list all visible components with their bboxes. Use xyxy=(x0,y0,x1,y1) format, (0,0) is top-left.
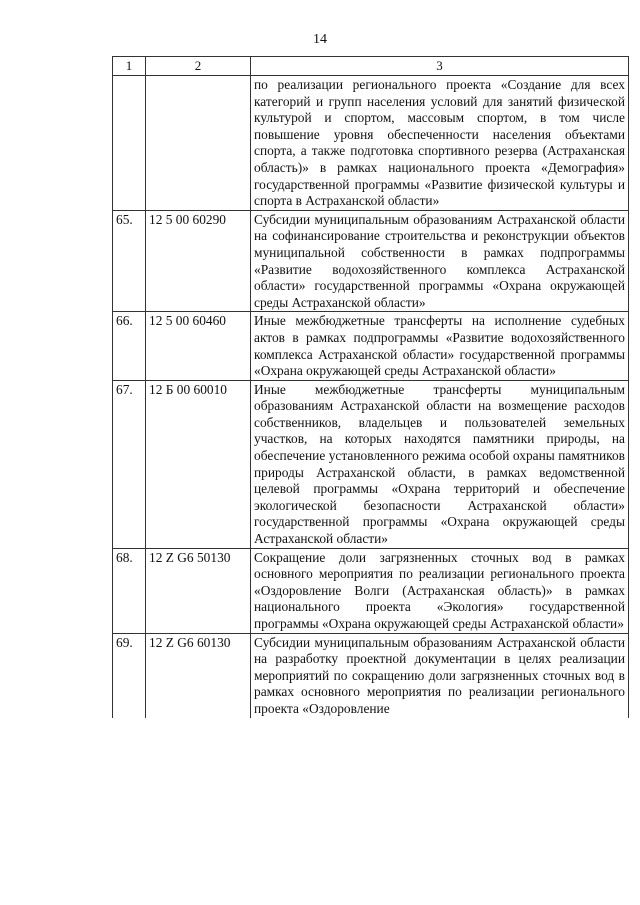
table-row xyxy=(113,76,629,211)
row-number: 69. xyxy=(113,633,146,717)
budget-table xyxy=(112,56,629,718)
row-code: 12 5 00 60290 xyxy=(146,210,251,312)
row-number: 65. xyxy=(113,210,146,312)
row-description: Сокращение доли загрязненных сточных вод в рамках основного мероприятия по реализации регионального проекта «Оздоровление Волги (Астраханская область)» в рамках национального проекта «Экология» государственной программы «Охрана окружающей среды Астраханской области» xyxy=(251,548,629,633)
table-row xyxy=(113,380,629,548)
table-row xyxy=(113,312,629,380)
table-header-row xyxy=(113,57,629,76)
column-header-3: 3 xyxy=(251,57,629,76)
table-row xyxy=(113,548,629,633)
row-number xyxy=(113,76,146,211)
row-code: 12 5 00 60460 xyxy=(146,312,251,380)
row-description: Субсидии муниципальным образованиям Астраханской области на разработку проектной документации в целях реализации мероприятий по сокращению доли загрязненных сточных вод в рамках основного мероприятия по реализации регионального проекта «Оздоровление xyxy=(251,633,629,717)
table-row xyxy=(113,633,629,717)
row-code: 12 Б 00 60010 xyxy=(146,380,251,548)
row-code: 12 Z G6 60130 xyxy=(146,633,251,717)
column-header-1: 1 xyxy=(113,57,146,76)
column-header-2: 2 xyxy=(146,57,251,76)
row-description: Иные межбюджетные трансферты муниципальным образованиям Астраханской области на возмещение расходов собственников, владельцев и пользователей земельных участков, на которых находятся памятники природы, на обеспечение установленного режима особой охраны памятников природы Астраханской области, в рамках ведомственной целевой программы «Охрана территорий и обеспечение экологической безопасности Астраханской области» государственной программы «Охрана окружающей среды Астраханской области» xyxy=(251,380,629,548)
row-description: по реализации регионального проекта «Создание для всех категорий и групп населения условий для занятий физической культурой и спортом, массовым спортом, в том числе повышение уровня обеспеченности населения объектами спорта, а также подготовка спортивного резерва (Астраханская область)» в рамках национального проекта «Демография» государственной программы «Развитие физической культуры и спорта в Астраханской области» xyxy=(251,76,629,211)
page-number: 14 xyxy=(313,32,327,47)
row-code xyxy=(146,76,251,211)
row-code: 12 Z G6 50130 xyxy=(146,548,251,633)
row-description: Субсидии муниципальным образованиям Астраханской области на софинансирование строительства и реконструкции объектов муниципальной собственности в рамках подпрограммы «Развитие водохозяйственного комплекса Астраханской области» государственной программы «Охрана окружающей среды Астраханской области» xyxy=(251,210,629,312)
row-number: 68. xyxy=(113,548,146,633)
row-description: Иные межбюджетные трансферты на исполнение судебных актов в рамках подпрограммы «Развитие водохозяйственного комплекса Астраханской области» государственной программы «Охрана окружающей среды Астраханской области» xyxy=(251,312,629,380)
row-number: 66. xyxy=(113,312,146,380)
table-row xyxy=(113,210,629,312)
row-number: 67. xyxy=(113,380,146,548)
